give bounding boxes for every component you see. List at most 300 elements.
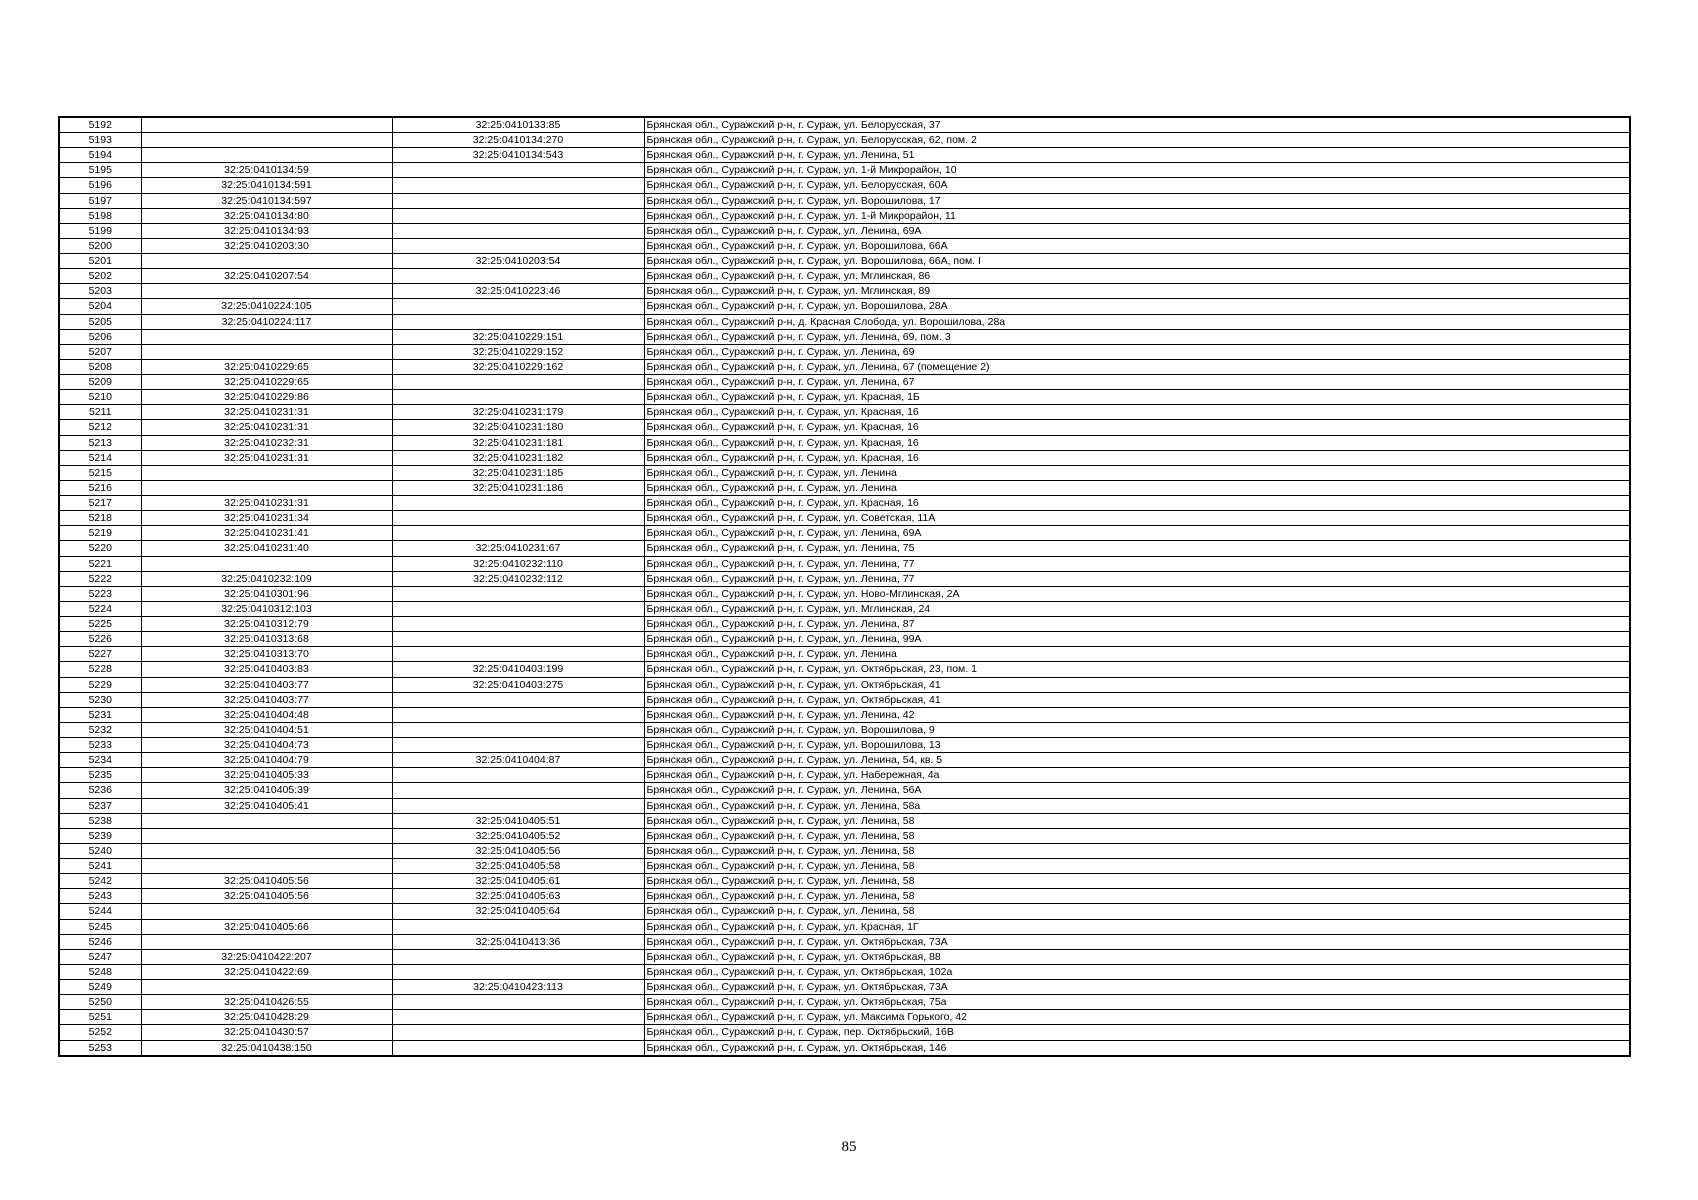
address-cell: Брянская обл., Суражский р-н, г. Сураж, ул. Ворошилова, 13 bbox=[644, 738, 1630, 753]
address-cell: Брянская обл., Суражский р-н, г. Сураж, ул. Белорусская, 60А bbox=[644, 178, 1630, 193]
premises-cadastral-number-cell: 32:25:0410413:36 bbox=[392, 934, 644, 949]
cadastral-number-cell bbox=[141, 556, 392, 571]
address-cell: Брянская обл., Суражский р-н, г. Сураж, ул. Ленина bbox=[644, 647, 1630, 662]
cadastral-number-cell: 32:25:0410232:31 bbox=[141, 435, 392, 450]
address-cell: Брянская обл., Суражский р-н, г. Сураж, ул. Ленина, 69А bbox=[644, 223, 1630, 238]
premises-cadastral-number-cell: 32:25:0410405:56 bbox=[392, 843, 644, 858]
cadastral-number-cell: 32:25:0410231:40 bbox=[141, 541, 392, 556]
row-number-cell: 5193 bbox=[59, 133, 141, 148]
table-row bbox=[59, 526, 1630, 541]
table-row bbox=[59, 783, 1630, 798]
table-row bbox=[59, 299, 1630, 314]
premises-cadastral-number-cell: 32:25:0410229:152 bbox=[392, 344, 644, 359]
cadastral-number-cell: 32:25:0410405:33 bbox=[141, 768, 392, 783]
table-row bbox=[59, 223, 1630, 238]
premises-cadastral-number-cell: 32:25:0410405:61 bbox=[392, 874, 644, 889]
premises-cadastral-number-cell: 32:25:0410404:87 bbox=[392, 753, 644, 768]
address-cell: Брянская обл., Суражский р-н, г. Сураж, ул. Октябрьская, 73А bbox=[644, 934, 1630, 949]
premises-cadastral-number-cell bbox=[392, 919, 644, 934]
table-row bbox=[59, 117, 1630, 133]
cadastral-number-cell: 32:25:0410134:591 bbox=[141, 178, 392, 193]
table-row bbox=[59, 919, 1630, 934]
address-cell: Брянская обл., Суражский р-н, г. Сураж, ул. Ленина, 69 bbox=[644, 344, 1630, 359]
address-cell: Брянская обл., Суражский р-н, г. Сураж, ул. Красная, 16 bbox=[644, 420, 1630, 435]
premises-cadastral-number-cell: 32:25:0410229:162 bbox=[392, 359, 644, 374]
table-row bbox=[59, 677, 1630, 692]
table-row bbox=[59, 843, 1630, 858]
address-cell: Брянская обл., Суражский р-н, г. Сураж, ул. 1-й Микрорайон, 10 bbox=[644, 163, 1630, 178]
row-number-cell: 5218 bbox=[59, 511, 141, 526]
row-number-cell: 5238 bbox=[59, 813, 141, 828]
table-row bbox=[59, 692, 1630, 707]
address-cell: Брянская обл., Суражский р-н, г. Сураж, ул. Красная, 16 bbox=[644, 405, 1630, 420]
row-number-cell: 5204 bbox=[59, 299, 141, 314]
cadastral-number-cell: 32:25:0410203:30 bbox=[141, 238, 392, 253]
table-row bbox=[59, 632, 1630, 647]
cadastral-number-cell bbox=[141, 828, 392, 843]
row-number-cell: 5249 bbox=[59, 980, 141, 995]
premises-cadastral-number-cell: 32:25:0410231:182 bbox=[392, 450, 644, 465]
cadastral-number-cell: 32:25:0410404:73 bbox=[141, 738, 392, 753]
cadastral-number-cell: 32:25:0410405:41 bbox=[141, 798, 392, 813]
address-cell: Брянская обл., Суражский р-н, г. Сураж, ул. Ново-Мглинская, 2А bbox=[644, 586, 1630, 601]
cadastral-number-cell bbox=[141, 904, 392, 919]
table-row bbox=[59, 647, 1630, 662]
row-number-cell: 5217 bbox=[59, 496, 141, 511]
row-number-cell: 5239 bbox=[59, 828, 141, 843]
cadastral-number-cell: 32:25:0410403:77 bbox=[141, 677, 392, 692]
cadastral-number-cell: 32:25:0410231:31 bbox=[141, 405, 392, 420]
premises-cadastral-number-cell bbox=[392, 738, 644, 753]
row-number-cell: 5214 bbox=[59, 450, 141, 465]
address-cell: Брянская обл., Суражский р-н, г. Сураж, ул. Ворошилова, 28А bbox=[644, 299, 1630, 314]
cadastral-number-cell: 32:25:0410422:69 bbox=[141, 964, 392, 979]
address-cell: Брянская обл., Суражский р-н, д. Красная Слобода, ул. Ворошилова, 28а bbox=[644, 314, 1630, 329]
premises-cadastral-number-cell: 32:25:0410203:54 bbox=[392, 254, 644, 269]
row-number-cell: 5245 bbox=[59, 919, 141, 934]
premises-cadastral-number-cell bbox=[392, 526, 644, 541]
premises-cadastral-number-cell: 32:25:0410229:151 bbox=[392, 329, 644, 344]
cadastral-number-cell: 32:25:0410403:83 bbox=[141, 662, 392, 677]
cadastral-number-cell: 32:25:0410438:150 bbox=[141, 1040, 392, 1056]
row-number-cell: 5236 bbox=[59, 783, 141, 798]
table-row bbox=[59, 556, 1630, 571]
table-row bbox=[59, 601, 1630, 616]
row-number-cell: 5220 bbox=[59, 541, 141, 556]
premises-cadastral-number-cell: 32:25:0410134:543 bbox=[392, 148, 644, 163]
premises-cadastral-number-cell bbox=[392, 707, 644, 722]
premises-cadastral-number-cell bbox=[392, 299, 644, 314]
address-cell: Брянская обл., Суражский р-н, г. Сураж, ул. Белорусская, 62, пом. 2 bbox=[644, 133, 1630, 148]
cadastral-number-cell: 32:25:0410426:55 bbox=[141, 995, 392, 1010]
address-cell: Брянская обл., Суражский р-н, г. Сураж, ул. Максима Горького, 42 bbox=[644, 1010, 1630, 1025]
row-number-cell: 5253 bbox=[59, 1040, 141, 1056]
row-number-cell: 5232 bbox=[59, 722, 141, 737]
cadastral-number-cell bbox=[141, 284, 392, 299]
row-number-cell: 5195 bbox=[59, 163, 141, 178]
row-number-cell: 5210 bbox=[59, 390, 141, 405]
registry-table bbox=[58, 116, 1631, 1057]
cadastral-number-cell: 32:25:0410229:65 bbox=[141, 359, 392, 374]
row-number-cell: 5216 bbox=[59, 480, 141, 495]
premises-cadastral-number-cell bbox=[392, 722, 644, 737]
premises-cadastral-number-cell: 32:25:0410423:113 bbox=[392, 980, 644, 995]
cadastral-number-cell: 32:25:0410404:48 bbox=[141, 707, 392, 722]
table-row bbox=[59, 738, 1630, 753]
premises-cadastral-number-cell bbox=[392, 783, 644, 798]
premises-cadastral-number-cell bbox=[392, 601, 644, 616]
address-cell: Брянская обл., Суражский р-н, г. Сураж, ул. Ленина, 67 (помещение 2) bbox=[644, 359, 1630, 374]
table-row bbox=[59, 904, 1630, 919]
cadastral-number-cell: 32:25:0410232:109 bbox=[141, 571, 392, 586]
row-number-cell: 5252 bbox=[59, 1025, 141, 1040]
address-cell: Брянская обл., Суражский р-н, г. Сураж, ул. Ленина, 75 bbox=[644, 541, 1630, 556]
table-row bbox=[59, 934, 1630, 949]
cadastral-number-cell bbox=[141, 843, 392, 858]
premises-cadastral-number-cell bbox=[392, 238, 644, 253]
premises-cadastral-number-cell: 32:25:0410232:112 bbox=[392, 571, 644, 586]
address-cell: Брянская обл., Суражский р-н, г. Сураж, ул. Ленина, 42 bbox=[644, 707, 1630, 722]
table-row bbox=[59, 828, 1630, 843]
premises-cadastral-number-cell: 32:25:0410405:64 bbox=[392, 904, 644, 919]
table-row bbox=[59, 193, 1630, 208]
premises-cadastral-number-cell bbox=[392, 617, 644, 632]
row-number-cell: 5196 bbox=[59, 178, 141, 193]
cadastral-number-cell: 32:25:0410405:56 bbox=[141, 889, 392, 904]
row-number-cell: 5203 bbox=[59, 284, 141, 299]
cadastral-number-cell: 32:25:0410231:41 bbox=[141, 526, 392, 541]
table-row bbox=[59, 133, 1630, 148]
row-number-cell: 5246 bbox=[59, 934, 141, 949]
table-row bbox=[59, 617, 1630, 632]
cadastral-number-cell: 32:25:0410134:93 bbox=[141, 223, 392, 238]
address-cell: Брянская обл., Суражский р-н, г. Сураж, ул. Красная, 16 bbox=[644, 496, 1630, 511]
table-row bbox=[59, 1010, 1630, 1025]
premises-cadastral-number-cell: 32:25:0410403:199 bbox=[392, 662, 644, 677]
cadastral-number-cell: 32:25:0410403:77 bbox=[141, 692, 392, 707]
row-number-cell: 5225 bbox=[59, 617, 141, 632]
table-body bbox=[59, 117, 1630, 1056]
table-row bbox=[59, 284, 1630, 299]
table-row bbox=[59, 964, 1630, 979]
row-number-cell: 5231 bbox=[59, 707, 141, 722]
table-row bbox=[59, 722, 1630, 737]
address-cell: Брянская обл., Суражский р-н, г. Сураж, ул. Ленина, 77 bbox=[644, 571, 1630, 586]
premises-cadastral-number-cell: 32:25:0410405:52 bbox=[392, 828, 644, 843]
address-cell: Брянская обл., Суражский р-н, г. Сураж, ул. Набережная, 4а bbox=[644, 768, 1630, 783]
table-row bbox=[59, 314, 1630, 329]
cadastral-number-cell bbox=[141, 813, 392, 828]
row-number-cell: 5240 bbox=[59, 843, 141, 858]
cadastral-number-cell bbox=[141, 133, 392, 148]
cadastral-number-cell: 32:25:0410134:59 bbox=[141, 163, 392, 178]
premises-cadastral-number-cell bbox=[392, 586, 644, 601]
table-row bbox=[59, 511, 1630, 526]
row-number-cell: 5227 bbox=[59, 647, 141, 662]
table-row bbox=[59, 798, 1630, 813]
premises-cadastral-number-cell bbox=[392, 768, 644, 783]
table-row bbox=[59, 359, 1630, 374]
row-number-cell: 5212 bbox=[59, 420, 141, 435]
premises-cadastral-number-cell: 32:25:0410133:85 bbox=[392, 117, 644, 133]
cadastral-number-cell: 32:25:0410231:34 bbox=[141, 511, 392, 526]
table-row bbox=[59, 1025, 1630, 1040]
premises-cadastral-number-cell bbox=[392, 223, 644, 238]
premises-cadastral-number-cell bbox=[392, 390, 644, 405]
table-row bbox=[59, 980, 1630, 995]
row-number-cell: 5202 bbox=[59, 269, 141, 284]
table-row bbox=[59, 420, 1630, 435]
address-cell: Брянская обл., Суражский р-н, г. Сураж, ул. Ленина, 99А bbox=[644, 632, 1630, 647]
address-cell: Брянская обл., Суражский р-н, г. Сураж, ул. Ленина bbox=[644, 465, 1630, 480]
premises-cadastral-number-cell bbox=[392, 193, 644, 208]
row-number-cell: 5199 bbox=[59, 223, 141, 238]
premises-cadastral-number-cell: 32:25:0410232:110 bbox=[392, 556, 644, 571]
address-cell: Брянская обл., Суражский р-н, г. Сураж, ул. Ленина, 58 bbox=[644, 874, 1630, 889]
cadastral-number-cell bbox=[141, 934, 392, 949]
address-cell: Брянская обл., Суражский р-н, г. Сураж, ул. Ворошилова, 66А bbox=[644, 238, 1630, 253]
cadastral-number-cell bbox=[141, 148, 392, 163]
address-cell: Брянская обл., Суражский р-н, г. Сураж, ул. Белорусская, 37 bbox=[644, 117, 1630, 133]
cadastral-number-cell: 32:25:0410312:103 bbox=[141, 601, 392, 616]
address-cell: Брянская обл., Суражский р-н, г. Сураж, ул. Ленина, 51 bbox=[644, 148, 1630, 163]
premises-cadastral-number-cell bbox=[392, 496, 644, 511]
table-row bbox=[59, 496, 1630, 511]
cadastral-number-cell bbox=[141, 859, 392, 874]
premises-cadastral-number-cell: 32:25:0410231:181 bbox=[392, 435, 644, 450]
cadastral-number-cell bbox=[141, 980, 392, 995]
row-number-cell: 5247 bbox=[59, 949, 141, 964]
address-cell: Брянская обл., Суражский р-н, г. Сураж, ул. Красная, 1Г bbox=[644, 919, 1630, 934]
row-number-cell: 5243 bbox=[59, 889, 141, 904]
row-number-cell: 5235 bbox=[59, 768, 141, 783]
premises-cadastral-number-cell bbox=[392, 178, 644, 193]
cadastral-number-cell: 32:25:0410313:70 bbox=[141, 647, 392, 662]
row-number-cell: 5234 bbox=[59, 753, 141, 768]
address-cell: Брянская обл., Суражский р-н, г. Сураж, ул. Мглинская, 89 bbox=[644, 284, 1630, 299]
premises-cadastral-number-cell: 32:25:0410231:67 bbox=[392, 541, 644, 556]
premises-cadastral-number-cell bbox=[392, 647, 644, 662]
table-row bbox=[59, 178, 1630, 193]
page-number: 85 bbox=[841, 1139, 857, 1155]
row-number-cell: 5221 bbox=[59, 556, 141, 571]
cadastral-number-cell: 32:25:0410428:29 bbox=[141, 1010, 392, 1025]
address-cell: Брянская обл., Суражский р-н, г. Сураж, ул. Октябрьская, 41 bbox=[644, 692, 1630, 707]
address-cell: Брянская обл., Суражский р-н, г. Сураж, ул. Ленина, 58 bbox=[644, 843, 1630, 858]
cadastral-number-cell bbox=[141, 117, 392, 133]
premises-cadastral-number-cell bbox=[392, 632, 644, 647]
premises-cadastral-number-cell bbox=[392, 692, 644, 707]
address-cell: Брянская обл., Суражский р-н, г. Сураж, ул. Ленина, 77 bbox=[644, 556, 1630, 571]
cadastral-number-cell: 32:25:0410224:105 bbox=[141, 299, 392, 314]
row-number-cell: 5223 bbox=[59, 586, 141, 601]
cadastral-number-cell: 32:25:0410312:79 bbox=[141, 617, 392, 632]
table-row bbox=[59, 405, 1630, 420]
address-cell: Брянская обл., Суражский р-н, г. Сураж, ул. Октябрьская, 146 bbox=[644, 1040, 1630, 1056]
address-cell: Брянская обл., Суражский р-н, г. Сураж, ул. Октябрьская, 41 bbox=[644, 677, 1630, 692]
table-row bbox=[59, 662, 1630, 677]
address-cell: Брянская обл., Суражский р-н, г. Сураж, ул. Ворошилова, 66А, пом. I bbox=[644, 254, 1630, 269]
premises-cadastral-number-cell bbox=[392, 1025, 644, 1040]
table-row bbox=[59, 480, 1630, 495]
premises-cadastral-number-cell: 32:25:0410231:186 bbox=[392, 480, 644, 495]
premises-cadastral-number-cell: 32:25:0410223:46 bbox=[392, 284, 644, 299]
table-row bbox=[59, 753, 1630, 768]
cadastral-number-cell: 32:25:0410231:31 bbox=[141, 450, 392, 465]
premises-cadastral-number-cell bbox=[392, 949, 644, 964]
cadastral-number-cell: 32:25:0410405:56 bbox=[141, 874, 392, 889]
cadastral-number-cell: 32:25:0410313:68 bbox=[141, 632, 392, 647]
cadastral-number-cell bbox=[141, 329, 392, 344]
address-cell: Брянская обл., Суражский р-н, г. Сураж, ул. Ленина, 58 bbox=[644, 904, 1630, 919]
table-row bbox=[59, 995, 1630, 1010]
table-row bbox=[59, 571, 1630, 586]
cadastral-number-cell: 32:25:0410134:80 bbox=[141, 208, 392, 223]
row-number-cell: 5197 bbox=[59, 193, 141, 208]
cadastral-number-cell: 32:25:0410422:207 bbox=[141, 949, 392, 964]
table-row bbox=[59, 889, 1630, 904]
address-cell: Брянская обл., Суражский р-н, г. Сураж, ул. Ворошилова, 9 bbox=[644, 722, 1630, 737]
row-number-cell: 5206 bbox=[59, 329, 141, 344]
premises-cadastral-number-cell bbox=[392, 269, 644, 284]
address-cell: Брянская обл., Суражский р-н, г. Сураж, ул. Красная, 16 bbox=[644, 435, 1630, 450]
address-cell: Брянская обл., Суражский р-н, г. Сураж, ул. Октябрьская, 73А bbox=[644, 980, 1630, 995]
premises-cadastral-number-cell bbox=[392, 798, 644, 813]
cadastral-number-cell: 32:25:0410231:31 bbox=[141, 496, 392, 511]
address-cell: Брянская обл., Суражский р-н, г. Сураж, ул. Красная, 16 bbox=[644, 450, 1630, 465]
address-cell: Брянская обл., Суражский р-н, г. Сураж, ул. Ленина, 58 bbox=[644, 813, 1630, 828]
cadastral-number-cell: 32:25:0410405:66 bbox=[141, 919, 392, 934]
table-row bbox=[59, 390, 1630, 405]
row-number-cell: 5198 bbox=[59, 208, 141, 223]
address-cell: Брянская обл., Суражский р-н, г. Сураж, ул. 1-й Микрорайон, 11 bbox=[644, 208, 1630, 223]
row-number-cell: 5211 bbox=[59, 405, 141, 420]
row-number-cell: 5213 bbox=[59, 435, 141, 450]
table-row bbox=[59, 344, 1630, 359]
address-cell: Брянская обл., Суражский р-н, г. Сураж, ул. Ворошилова, 17 bbox=[644, 193, 1630, 208]
row-number-cell: 5233 bbox=[59, 738, 141, 753]
row-number-cell: 5226 bbox=[59, 632, 141, 647]
cadastral-number-cell: 32:25:0410229:86 bbox=[141, 390, 392, 405]
address-cell: Брянская обл., Суражский р-н, г. Сураж, ул. Советская, 11А bbox=[644, 511, 1630, 526]
address-cell: Брянская обл., Суражский р-н, г. Сураж, ул. Октябрьская, 102а bbox=[644, 964, 1630, 979]
address-cell: Брянская обл., Суражский р-н, г. Сураж, ул. Ленина bbox=[644, 480, 1630, 495]
table-row bbox=[59, 375, 1630, 390]
row-number-cell: 5250 bbox=[59, 995, 141, 1010]
row-number-cell: 5229 bbox=[59, 677, 141, 692]
address-cell: Брянская обл., Суражский р-н, г. Сураж, ул. Ленина, 69, пом. 3 bbox=[644, 329, 1630, 344]
table-row bbox=[59, 254, 1630, 269]
table-row bbox=[59, 768, 1630, 783]
table-row bbox=[59, 208, 1630, 223]
premises-cadastral-number-cell bbox=[392, 375, 644, 390]
row-number-cell: 5208 bbox=[59, 359, 141, 374]
table-row bbox=[59, 1040, 1630, 1056]
row-number-cell: 5219 bbox=[59, 526, 141, 541]
premises-cadastral-number-cell bbox=[392, 964, 644, 979]
premises-cadastral-number-cell bbox=[392, 208, 644, 223]
row-number-cell: 5242 bbox=[59, 874, 141, 889]
address-cell: Брянская обл., Суражский р-н, г. Сураж, ул. Ленина, 87 bbox=[644, 617, 1630, 632]
cadastral-number-cell: 32:25:0410430:57 bbox=[141, 1025, 392, 1040]
premises-cadastral-number-cell bbox=[392, 1010, 644, 1025]
row-number-cell: 5201 bbox=[59, 254, 141, 269]
address-cell: Брянская обл., Суражский р-н, г. Сураж, ул. Ленина, 69А bbox=[644, 526, 1630, 541]
cadastral-number-cell: 32:25:0410405:39 bbox=[141, 783, 392, 798]
address-cell: Брянская обл., Суражский р-н, г. Сураж, ул. Ленина, 58 bbox=[644, 828, 1630, 843]
table-row bbox=[59, 874, 1630, 889]
address-cell: Брянская обл., Суражский р-н, г. Сураж, ул. Ленина, 56А bbox=[644, 783, 1630, 798]
table-row bbox=[59, 238, 1630, 253]
table-row bbox=[59, 707, 1630, 722]
cadastral-number-cell bbox=[141, 344, 392, 359]
premises-cadastral-number-cell bbox=[392, 511, 644, 526]
address-cell: Брянская обл., Суражский р-н, г. Сураж, ул. Октябрьская, 23, пом. 1 bbox=[644, 662, 1630, 677]
cadastral-number-cell: 32:25:0410207:54 bbox=[141, 269, 392, 284]
cadastral-number-cell bbox=[141, 254, 392, 269]
cadastral-number-cell: 32:25:0410224:117 bbox=[141, 314, 392, 329]
row-number-cell: 5251 bbox=[59, 1010, 141, 1025]
premises-cadastral-number-cell: 32:25:0410405:58 bbox=[392, 859, 644, 874]
row-number-cell: 5237 bbox=[59, 798, 141, 813]
row-number-cell: 5200 bbox=[59, 238, 141, 253]
premises-cadastral-number-cell bbox=[392, 314, 644, 329]
address-cell: Брянская обл., Суражский р-н, г. Сураж, ул. Октябрьская, 88 bbox=[644, 949, 1630, 964]
table-row bbox=[59, 949, 1630, 964]
table-row bbox=[59, 465, 1630, 480]
address-cell: Брянская обл., Суражский р-н, г. Сураж, ул. Мглинская, 24 bbox=[644, 601, 1630, 616]
premises-cadastral-number-cell bbox=[392, 1040, 644, 1056]
table-row bbox=[59, 148, 1630, 163]
row-number-cell: 5241 bbox=[59, 859, 141, 874]
premises-cadastral-number-cell: 32:25:0410231:185 bbox=[392, 465, 644, 480]
address-cell: Брянская обл., Суражский р-н, г. Сураж, ул. Мглинская, 86 bbox=[644, 269, 1630, 284]
row-number-cell: 5222 bbox=[59, 571, 141, 586]
premises-cadastral-number-cell bbox=[392, 163, 644, 178]
address-cell: Брянская обл., Суражский р-н, г. Сураж, ул. Ленина, 58 bbox=[644, 889, 1630, 904]
table-row bbox=[59, 163, 1630, 178]
table-row bbox=[59, 435, 1630, 450]
address-cell: Брянская обл., Суражский р-н, г. Сураж, ул. Ленина, 67 bbox=[644, 375, 1630, 390]
row-number-cell: 5215 bbox=[59, 465, 141, 480]
cadastral-number-cell: 32:25:0410301:96 bbox=[141, 586, 392, 601]
cadastral-number-cell: 32:25:0410134:597 bbox=[141, 193, 392, 208]
row-number-cell: 5207 bbox=[59, 344, 141, 359]
table-row bbox=[59, 541, 1630, 556]
table-row bbox=[59, 269, 1630, 284]
row-number-cell: 5228 bbox=[59, 662, 141, 677]
table-row bbox=[59, 813, 1630, 828]
premises-cadastral-number-cell bbox=[392, 995, 644, 1010]
address-cell: Брянская обл., Суражский р-н, г. Сураж, пер. Октябрьский, 16В bbox=[644, 1025, 1630, 1040]
premises-cadastral-number-cell: 32:25:0410405:51 bbox=[392, 813, 644, 828]
address-cell: Брянская обл., Суражский р-н, г. Сураж, ул. Октябрьская, 75а bbox=[644, 995, 1630, 1010]
cadastral-number-cell: 32:25:0410404:79 bbox=[141, 753, 392, 768]
cadastral-number-cell bbox=[141, 465, 392, 480]
row-number-cell: 5205 bbox=[59, 314, 141, 329]
row-number-cell: 5192 bbox=[59, 117, 141, 133]
premises-cadastral-number-cell: 32:25:0410403:275 bbox=[392, 677, 644, 692]
premises-cadastral-number-cell: 32:25:0410134:270 bbox=[392, 133, 644, 148]
row-number-cell: 5194 bbox=[59, 148, 141, 163]
table-row bbox=[59, 450, 1630, 465]
address-cell: Брянская обл., Суражский р-н, г. Сураж, ул. Красная, 1Б bbox=[644, 390, 1630, 405]
row-number-cell: 5209 bbox=[59, 375, 141, 390]
premises-cadastral-number-cell: 32:25:0410405:63 bbox=[392, 889, 644, 904]
premises-cadastral-number-cell: 32:25:0410231:180 bbox=[392, 420, 644, 435]
address-cell: Брянская обл., Суражский р-н, г. Сураж, ул. Ленина, 58а bbox=[644, 798, 1630, 813]
cadastral-number-cell bbox=[141, 480, 392, 495]
